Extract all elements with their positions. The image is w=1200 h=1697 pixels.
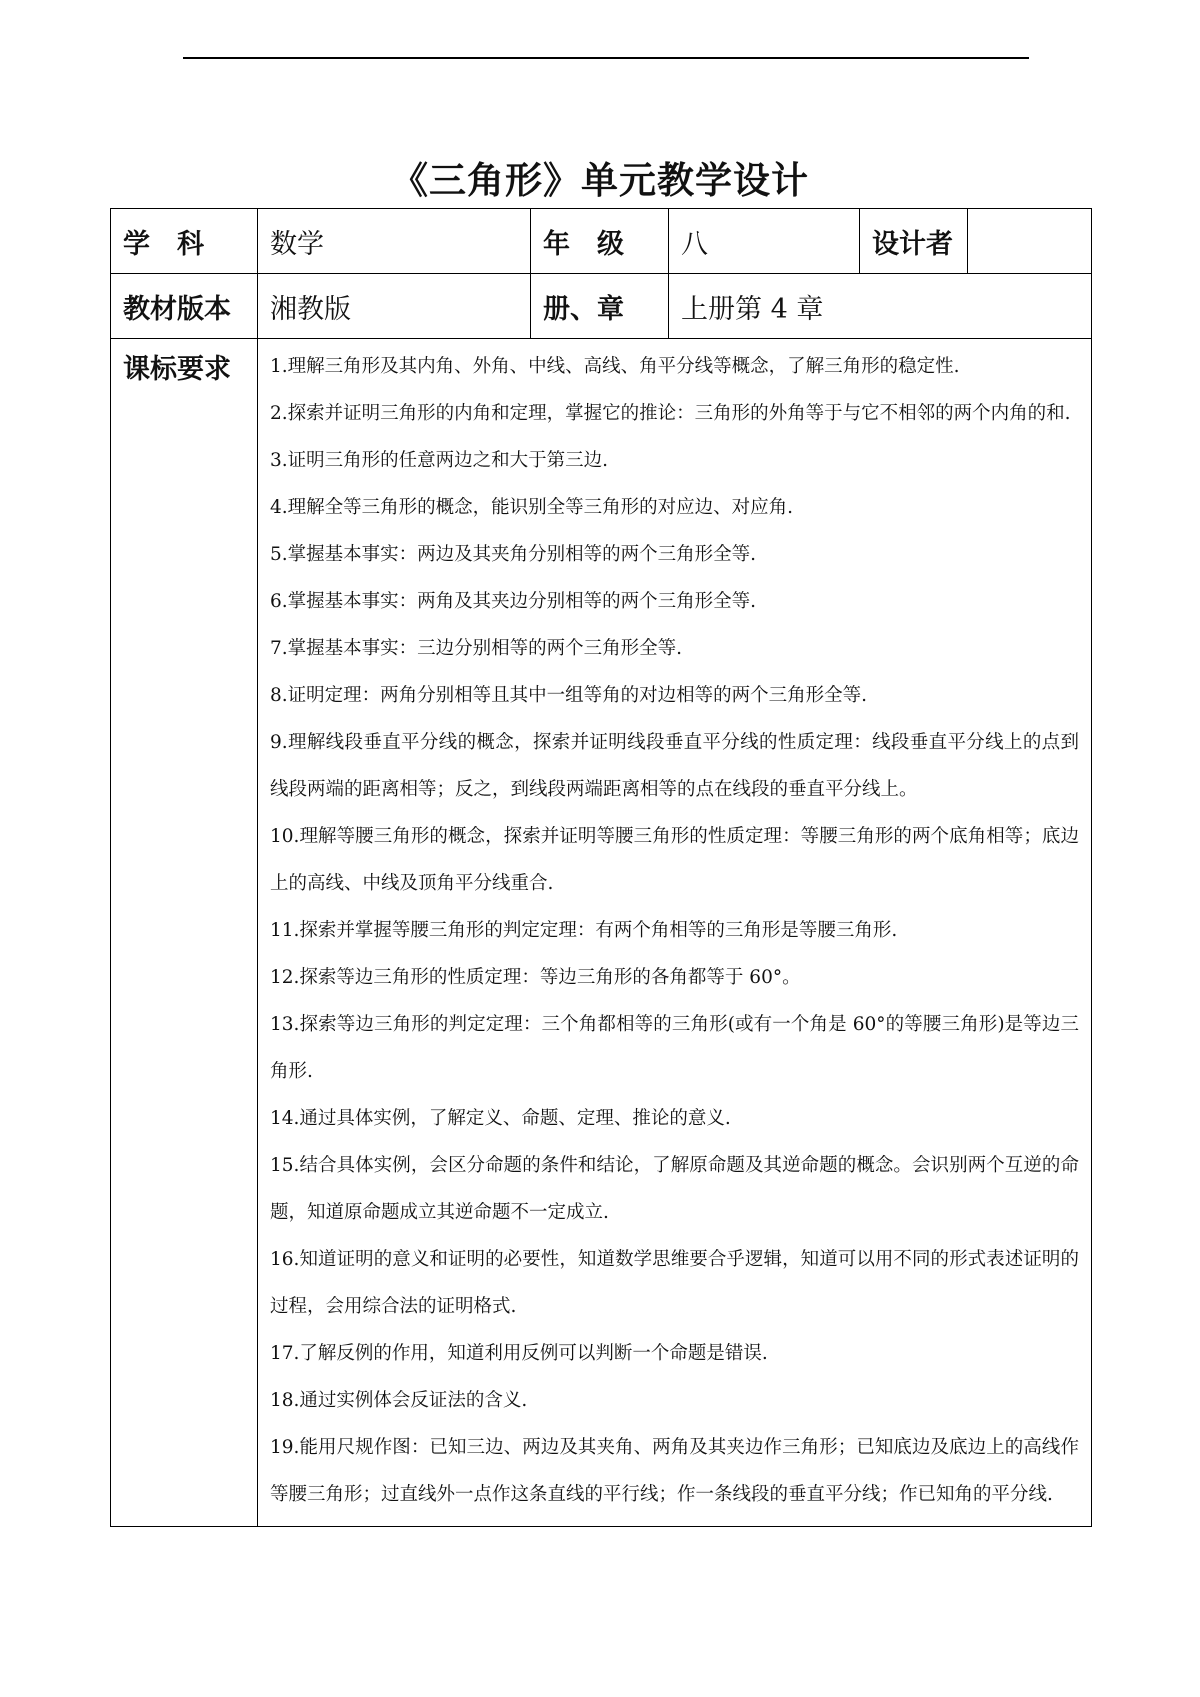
header-rule <box>183 57 1029 59</box>
page-title: 《三角形》单元教学设计 <box>391 159 809 202</box>
volume-label: 册、章 <box>531 274 669 339</box>
standard-item: 18.通过实例体会反证法的含义. <box>270 1390 528 1411</box>
standard-item: 16.知道证明的意义和证明的必要性，知道数学思维要合乎逻辑，知道可以用不同的形式表述证明的过程，会用综合法的证明格式. <box>270 1249 1079 1317</box>
standard-item: 15.结合具体实例，会区分命题的条件和结论，了解原命题及其逆命题的概念。会识别两个互逆的命题，知道原命题成立其逆命题不一定成立. <box>270 1155 1079 1223</box>
standards-list <box>270 339 1079 1526</box>
volume-value: 上册第 4 章 <box>669 274 1092 339</box>
designer-value <box>968 209 1092 274</box>
grade-label: 年 级 <box>531 209 669 274</box>
standard-item: 3.证明三角形的任意两边之和大于第三边. <box>270 450 609 471</box>
standard-item: 19.能用尺规作图：已知三边、两边及其夹角、两角及其夹边作三角形；已知底边及底边上的高线作等腰三角形；过直线外一点作这条直线的平行线；作一条线段的垂直平分线；作已知角的平分线. <box>270 1437 1079 1505</box>
grade-value: 八 <box>669 209 860 274</box>
subject-label: 学 科 <box>111 209 258 274</box>
designer-label: 设计者 <box>860 209 968 274</box>
standard-item: 11.探索并掌握等腰三角形的判定定理：有两个角相等的三角形是等腰三角形. <box>270 920 898 941</box>
standards-content <box>258 339 1092 1527</box>
standards-label-cell <box>111 339 258 1527</box>
standard-item: 2.探索并证明三角形的内角和定理，掌握它的推论：三角形的外角等于与它不相邻的两个内角的和. <box>270 403 1071 424</box>
design-table <box>110 208 1092 1527</box>
standard-item: 9.理解线段垂直平分线的概念，探索并证明线段垂直平分线的性质定理：线段垂直平分线上的点到线段两端的距离相等；反之，到线段两端距离相等的点在线段的垂直平分线上。 <box>270 732 1079 800</box>
subject-value: 数学 <box>258 209 531 274</box>
standard-item: 17.了解反例的作用，知道利用反例可以判断一个命题是错误. <box>270 1343 768 1364</box>
standard-item: 12.探索等边三角形的性质定理：等边三角形的各角都等于 60°。 <box>270 967 801 988</box>
standard-item: 4.理解全等三角形的概念，能识别全等三角形的对应边、对应角. <box>270 497 794 518</box>
standard-item: 13.探索等边三角形的判定定理：三个角都相等的三角形(或有一个角是 60°的等腰三角形)是等边三角形. <box>270 1014 1079 1082</box>
standard-item: 5.掌握基本事实：两边及其夹角分别相等的两个三角形全等. <box>270 544 757 565</box>
standard-item: 8.证明定理：两角分别相等且其中一组等角的对边相等的两个三角形全等. <box>270 685 868 706</box>
standard-item: 14.通过具体实例，了解定义、命题、定理、推论的意义. <box>270 1108 731 1129</box>
info-row-edition <box>111 274 1092 339</box>
standards-label: 课标要求 <box>123 354 231 385</box>
edition-value: 湘教版 <box>258 274 531 339</box>
edition-label: 教材版本 <box>111 274 258 339</box>
standard-item: 7.掌握基本事实：三边分别相等的两个三角形全等. <box>270 638 683 659</box>
standard-item: 6.掌握基本事实：两角及其夹边分别相等的两个三角形全等. <box>270 591 757 612</box>
info-row-subject <box>111 209 1092 274</box>
standard-item: 10.理解等腰三角形的概念，探索并证明等腰三角形的性质定理：等腰三角形的两个底角相等；底边上的高线、中线及顶角平分线重合. <box>270 826 1079 894</box>
standard-item: 1.理解三角形及其内角、外角、中线、高线、角平分线等概念，了解三角形的稳定性. <box>270 356 960 377</box>
standards-row <box>111 339 1092 1527</box>
